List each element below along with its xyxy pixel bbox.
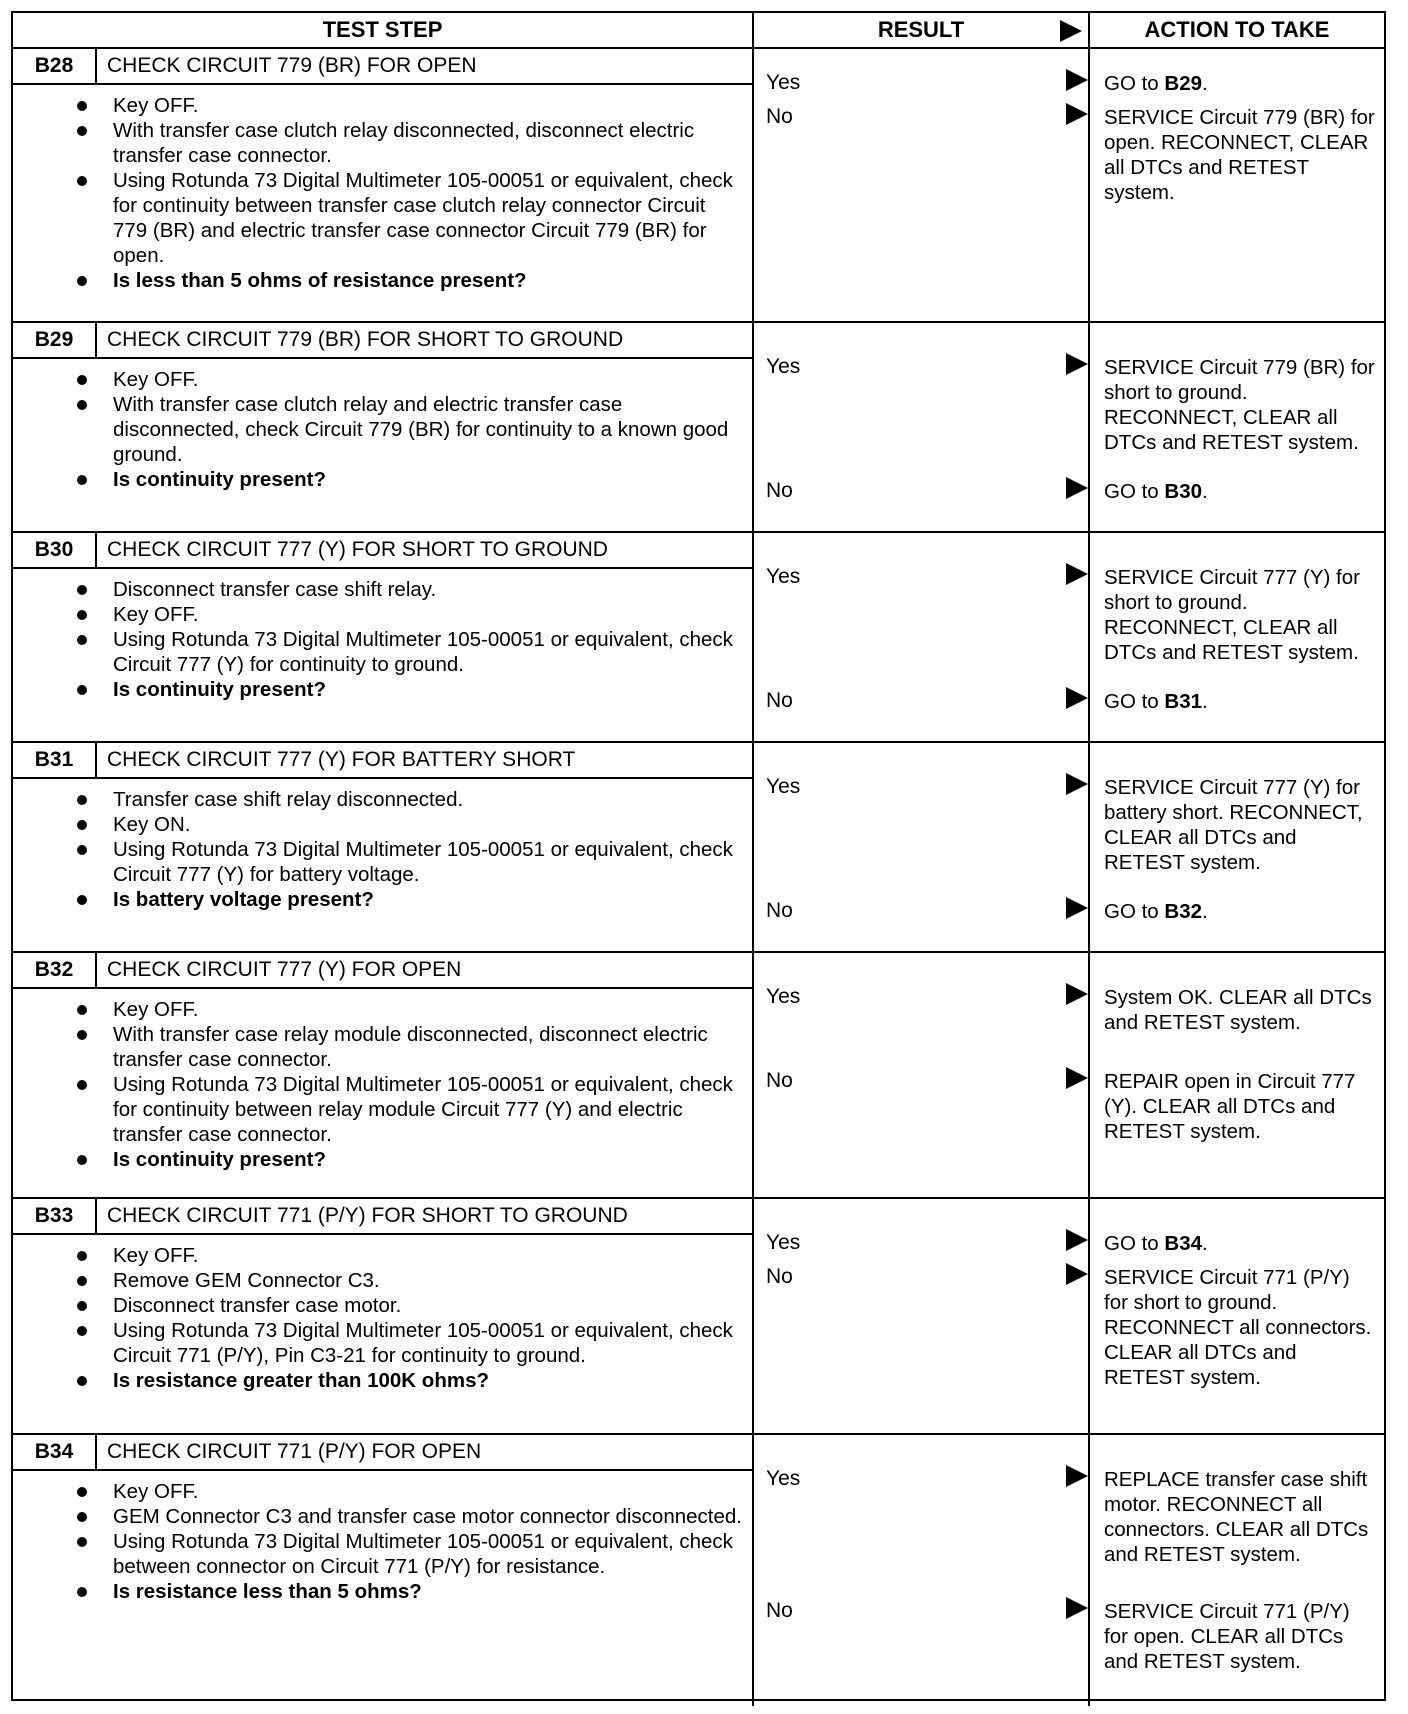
step-instructions xyxy=(13,1471,752,1610)
result-cell xyxy=(753,1434,1089,1706)
result-cell xyxy=(753,532,1089,742)
instruction-bullet: Key OFF. xyxy=(113,93,742,118)
action-step-reference: B31 xyxy=(1164,690,1202,713)
result-cell xyxy=(753,48,1089,322)
step-title: CHECK CIRCUIT 771 (P/Y) FOR SHORT TO GROUND xyxy=(107,1204,628,1227)
result-option xyxy=(766,71,800,95)
instruction-bullet: Using Rotunda 73 Digital Multimeter 105-00051 or equivalent, check Circuit 777 (Y) for continuity to ground. xyxy=(113,627,742,677)
step-question: Is continuity present? xyxy=(113,1147,742,1172)
step-question: Is resistance less than 5 ohms? xyxy=(113,1579,742,1604)
action-text xyxy=(1104,479,1376,504)
instruction-bullet: Remove GEM Connector C3. xyxy=(113,1268,742,1293)
step-instructions xyxy=(13,359,752,498)
arrow-right-icon xyxy=(1066,1465,1088,1487)
action-text-end: . xyxy=(1202,72,1208,95)
action-text-main: REPAIR open in Circuit 777 (Y). CLEAR all DTCs and RETEST system. xyxy=(1104,1070,1356,1143)
table-header-row xyxy=(13,13,1384,48)
step-question: Is less than 5 ohms of resistance present? xyxy=(113,268,742,293)
action-text xyxy=(1104,985,1376,1035)
result-option xyxy=(766,355,800,379)
result-label: No xyxy=(766,479,793,502)
instruction-bullet: Key OFF. xyxy=(113,602,742,627)
header-result-cell xyxy=(753,13,1089,48)
result-option xyxy=(766,1069,793,1093)
action-text xyxy=(1104,105,1376,205)
result-label: No xyxy=(766,689,793,712)
result-cell xyxy=(753,322,1089,532)
test-step-row xyxy=(13,532,1384,742)
action-step-reference: B30 xyxy=(1164,480,1202,503)
step-title: CHECK CIRCUIT 777 (Y) FOR OPEN xyxy=(107,958,462,981)
header-test-step: TEST STEP xyxy=(13,13,753,48)
step-id: B30 xyxy=(13,533,97,567)
arrow-right-icon xyxy=(1066,477,1088,499)
step-instructions xyxy=(13,779,752,918)
step-heading xyxy=(13,743,752,779)
step-heading xyxy=(13,1435,752,1471)
step-id: B28 xyxy=(13,49,97,83)
action-step-reference: B29 xyxy=(1164,72,1202,95)
result-option xyxy=(766,775,800,799)
action-text-main: GO to xyxy=(1104,690,1165,713)
step-question: Is battery voltage present? xyxy=(113,887,742,912)
pinpoint-test-table xyxy=(13,13,1384,1706)
action-text xyxy=(1104,1599,1376,1674)
action-cell xyxy=(1089,532,1384,742)
test-step-cell xyxy=(13,1198,753,1434)
action-text xyxy=(1104,565,1376,665)
action-text xyxy=(1104,1069,1376,1144)
result-option xyxy=(766,565,800,589)
action-text xyxy=(1104,355,1376,455)
arrow-right-icon xyxy=(1066,1229,1088,1251)
instruction-bullet: Key OFF. xyxy=(113,367,742,392)
step-question: Is continuity present? xyxy=(113,677,742,702)
action-text xyxy=(1104,899,1376,924)
result-label: Yes xyxy=(766,775,801,798)
result-cell xyxy=(753,1198,1089,1434)
action-text-main: SERVICE Circuit 779 (BR) for open. RECONNECT, CLEAR all DTCs and RETEST system. xyxy=(1104,106,1375,204)
action-step-reference: B32 xyxy=(1164,900,1202,923)
instruction-bullet: Disconnect transfer case motor. xyxy=(113,1293,742,1318)
step-heading xyxy=(13,533,752,569)
test-step-cell xyxy=(13,952,753,1198)
arrow-right-icon xyxy=(1066,897,1088,919)
result-label: No xyxy=(766,1069,793,1092)
action-text xyxy=(1104,1265,1376,1390)
test-step-cell xyxy=(13,1434,753,1706)
instruction-bullet: Disconnect transfer case shift relay. xyxy=(113,577,742,602)
result-cell xyxy=(753,742,1089,952)
instruction-bullet: With transfer case clutch relay and electric transfer case disconnected, check Circuit 779 (BR) for continuity to a known good ground. xyxy=(113,392,742,467)
result-label: Yes xyxy=(766,355,801,378)
arrow-right-icon xyxy=(1066,687,1088,709)
arrow-right-icon xyxy=(1066,1263,1088,1285)
result-option xyxy=(766,1599,793,1623)
arrow-right-icon xyxy=(1066,983,1088,1005)
instruction-bullet: Using Rotunda 73 Digital Multimeter 105-00051 or equivalent, check Circuit 777 (Y) for battery voltage. xyxy=(113,837,742,887)
instruction-bullet: Key OFF. xyxy=(113,997,742,1022)
step-title: CHECK CIRCUIT 779 (BR) FOR SHORT TO GROUND xyxy=(107,328,624,351)
result-label: No xyxy=(766,899,793,922)
result-option xyxy=(766,479,793,503)
result-option xyxy=(766,1231,800,1255)
action-text-main: GO to xyxy=(1104,480,1165,503)
result-option xyxy=(766,689,793,713)
step-question: Is continuity present? xyxy=(113,467,742,492)
action-text-main: SERVICE Circuit 779 (BR) for short to ground. RECONNECT, CLEAR all DTCs and RETEST system. xyxy=(1104,356,1375,454)
action-text-main: SERVICE Circuit 777 (Y) for short to ground. RECONNECT, CLEAR all DTCs and RETEST system. xyxy=(1104,566,1360,664)
step-id: B34 xyxy=(13,1435,97,1469)
test-step-row xyxy=(13,952,1384,1198)
instruction-bullet: Key ON. xyxy=(113,812,742,837)
arrow-right-icon xyxy=(1066,353,1088,375)
instruction-bullet: With transfer case relay module disconnected, disconnect electric transfer case connector. xyxy=(113,1022,742,1072)
arrow-right-icon xyxy=(1066,1597,1088,1619)
instruction-bullet: Key OFF. xyxy=(113,1479,742,1504)
step-title: CHECK CIRCUIT 777 (Y) FOR BATTERY SHORT xyxy=(107,748,576,771)
instruction-bullet: Key OFF. xyxy=(113,1243,742,1268)
action-text-main: SERVICE Circuit 777 (Y) for battery short. RECONNECT, CLEAR all DTCs and RETEST system. xyxy=(1104,776,1363,874)
action-cell xyxy=(1089,1198,1384,1434)
arrow-right-icon xyxy=(1066,563,1088,585)
test-step-cell xyxy=(13,48,753,322)
instruction-bullet: Using Rotunda 73 Digital Multimeter 105-00051 or equivalent, check for continuity between relay module Circuit 777 (Y) and electric transfer case connector. xyxy=(113,1072,742,1147)
step-id: B32 xyxy=(13,953,97,987)
result-option xyxy=(766,899,793,923)
result-option xyxy=(766,105,793,129)
result-label: Yes xyxy=(766,1467,801,1490)
action-text xyxy=(1104,1231,1376,1256)
action-step-reference: B34 xyxy=(1164,1232,1202,1255)
result-label: No xyxy=(766,105,793,128)
test-step-row xyxy=(13,742,1384,952)
test-step-row xyxy=(13,1198,1384,1434)
arrow-right-icon xyxy=(1066,1067,1088,1089)
action-text-main: System OK. CLEAR all DTCs and RETEST system. xyxy=(1104,986,1372,1034)
step-instructions xyxy=(13,1235,752,1399)
result-label: Yes xyxy=(766,985,801,1008)
arrow-right-icon xyxy=(1066,103,1088,125)
instruction-bullet: With transfer case clutch relay disconnected, disconnect electric transfer case connector. xyxy=(113,118,742,168)
instruction-bullet: GEM Connector C3 and transfer case motor connector disconnected. xyxy=(113,1505,742,1528)
result-label: No xyxy=(766,1599,793,1622)
action-text xyxy=(1104,71,1376,96)
action-text-end: . xyxy=(1202,1232,1208,1255)
test-step-cell xyxy=(13,322,753,532)
step-heading xyxy=(13,49,752,85)
action-text xyxy=(1104,1467,1376,1567)
step-instructions xyxy=(13,989,752,1178)
action-cell xyxy=(1089,48,1384,322)
action-text xyxy=(1104,689,1376,714)
step-title: CHECK CIRCUIT 771 (P/Y) FOR OPEN xyxy=(107,1440,482,1463)
action-text-main: SERVICE Circuit 771 (P/Y) for open. CLEAR all DTCs and RETEST system. xyxy=(1104,1600,1350,1673)
action-text xyxy=(1104,775,1376,875)
step-heading xyxy=(13,1199,752,1235)
action-cell xyxy=(1089,1434,1384,1706)
action-text-end: . xyxy=(1202,690,1208,713)
test-step-row xyxy=(13,48,1384,322)
step-id: B31 xyxy=(13,743,97,777)
instruction-bullet: Transfer case shift relay disconnected. xyxy=(113,787,742,812)
instruction-bullet: Using Rotunda 73 Digital Multimeter 105-00051 or equivalent, check Circuit 771 (P/Y), Pin C3-21 for continuity to ground. xyxy=(113,1318,742,1368)
step-id: B29 xyxy=(13,323,97,357)
action-text-main: SERVICE Circuit 771 (P/Y) for short to ground. RECONNECT all connectors. CLEAR all DTCs and RETEST system. xyxy=(1104,1266,1372,1389)
action-text-end: . xyxy=(1202,900,1208,923)
action-cell xyxy=(1089,952,1384,1198)
action-text-main: GO to xyxy=(1104,900,1165,923)
instruction-bullet: Using Rotunda 73 Digital Multimeter 105-00051 or equivalent, check between connector on Circuit 771 (P/Y) for resistance. xyxy=(113,1529,742,1579)
action-text-main: GO to xyxy=(1104,72,1165,95)
result-option xyxy=(766,1265,793,1289)
step-heading xyxy=(13,953,752,989)
instruction-bullet: Using Rotunda 73 Digital Multimeter 105-00051 or equivalent, check for continuity between transfer case clutch relay connector Circuit 779 (BR) and electric transfer case connector Circuit 779 (BR) for open. xyxy=(113,168,742,268)
action-text-end: . xyxy=(1202,480,1208,503)
step-question: Is resistance greater than 100K ohms? xyxy=(113,1368,742,1393)
diagnostic-table-sheet xyxy=(11,11,1386,1701)
result-option xyxy=(766,1467,800,1491)
step-title: CHECK CIRCUIT 777 (Y) FOR SHORT TO GROUND xyxy=(107,538,608,561)
step-heading xyxy=(13,323,752,359)
step-instructions xyxy=(13,85,752,299)
action-cell xyxy=(1089,322,1384,532)
test-step-row xyxy=(13,1434,1384,1706)
step-instructions xyxy=(13,569,752,708)
result-option xyxy=(766,985,800,1009)
step-title: CHECK CIRCUIT 779 (BR) FOR OPEN xyxy=(107,54,477,77)
action-text-main: REPLACE transfer case shift motor. RECONNECT all connectors. CLEAR all DTCs and RETEST system. xyxy=(1104,1468,1369,1566)
arrow-right-icon xyxy=(1066,773,1088,795)
step-id: B33 xyxy=(13,1199,97,1233)
test-step-row xyxy=(13,322,1384,532)
test-step-cell xyxy=(13,742,753,952)
result-label: Yes xyxy=(766,565,801,588)
header-action-to-take: ACTION TO TAKE xyxy=(1089,13,1384,48)
action-cell xyxy=(1089,742,1384,952)
action-text-main: GO to xyxy=(1104,1232,1165,1255)
result-label: No xyxy=(766,1265,793,1288)
test-step-cell xyxy=(13,532,753,742)
result-cell xyxy=(753,952,1089,1198)
result-label: Yes xyxy=(766,1231,801,1254)
arrow-right-icon xyxy=(1060,20,1082,42)
arrow-right-icon xyxy=(1066,69,1088,91)
header-result: RESULT xyxy=(877,17,965,42)
result-label: Yes xyxy=(766,71,801,94)
